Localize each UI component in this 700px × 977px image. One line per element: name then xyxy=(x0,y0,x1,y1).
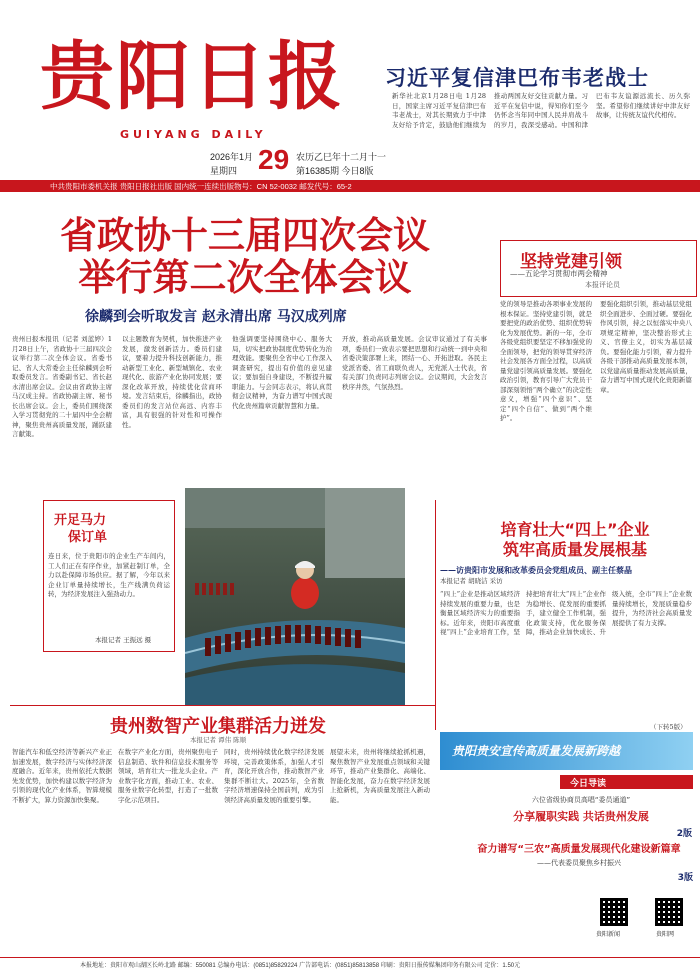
guide-item-1-page: 2版 xyxy=(676,829,692,839)
guide-item-1[interactable] xyxy=(470,795,692,839)
lunar-line1: 农历乙巳年十二月十一 xyxy=(296,152,387,162)
date-line1: 2026年1月 xyxy=(210,152,254,162)
lead-subhead: 徐麟到会听取发言 赵永清出席 马汉成列席 xyxy=(85,309,347,325)
commentary-subtitle: ——五论学习贯彻市两会精神 xyxy=(510,269,608,278)
enterprise-body: “四上”企业是推动区域经济持续发展的重要力量，也是衡量区域经济实力的重要指标。近年来，贵阳市高度重视“四上”企业培育工作，坚持把培育壮大“四上”企业作为稳增长、促发展的重要抓手，建立健全工作机制，强化政策支持，优化服务保障，推动企业加快成长、升级入统，全市“四上”企业数量持续增长，发展质量稳步提升，为经济社会高质量发展提供了有力支撑。 xyxy=(440,590,692,636)
guide-header: 今日导读 xyxy=(570,779,607,789)
guide-item-2-title: 奋力谱写“三农”高质量发展现代化建设新篇章 xyxy=(477,844,681,855)
masthead-pinyin: GUIYANG DAILY xyxy=(120,128,267,141)
lead-col-2: 以主题教育为契机，加快推进产业发展，激发创新活力。委员们建议，要着力提升科技创新能力，推动新型工业化、新型城镇化、农业现代化、旅游产业化协同发展；要深化改革开放，持续优化营商环境。发言结束后，徐麟指出，政协委员们的发言站位高远、内容丰富，具有很强的针对性和可操作性。 xyxy=(122,335,222,429)
date-block xyxy=(210,150,253,178)
footer-rule xyxy=(0,957,700,958)
column-divider xyxy=(435,500,436,730)
enterprise-headline-line1: 培育壮大“四上”企业 xyxy=(500,520,650,539)
factory-photo xyxy=(185,488,405,706)
lead-col-4: 开放，推动高质量发展。会议审议通过了有关事项，委员们一致表示要把思想和行动统一到中央和省委决策部署上来，团结一心、开拓进取。各民主党派省委、省工商联负责人，无党派人士代表，省有关部门负责同志列席会议。会议期间，大会发言秩序井然，气氛热烈。 xyxy=(342,335,487,391)
info-bar-text: 中共贵阳市委机关报 贵阳日报社出版 国内统一连续出版物号：CN 52-0032 邮发代号：65-2 xyxy=(50,182,352,191)
guide-item-1-title: 分享履职实践 共话贵州发展 xyxy=(513,810,649,823)
promo-banner-text: 贵阳贵安宣传高质量发展新跨越 xyxy=(452,744,621,758)
digital-byline: 本报记者 谭伟 陈顺 xyxy=(190,736,247,744)
qr-news-label: 贵阳新闻 xyxy=(596,932,621,938)
lead-headline[interactable] xyxy=(60,215,430,299)
qr-code-web[interactable] xyxy=(655,898,683,926)
enterprise-byline: 本报记者 胡晓洁 采访 xyxy=(440,577,503,585)
lead-headline-line2: 举行第二次全体会议 xyxy=(78,256,412,299)
day-number: 29 xyxy=(258,144,290,175)
digital-col-1: 智能汽车和低空经济等新兴产业正加速发展，数字经济与实体经济深度融合。近年来，贵州依托大数据先发优势，加快构建以数字经济为引领的现代化产业体系，智算规模不断扩大，算力资源加快集聚。 xyxy=(12,748,112,804)
photo-caption-title[interactable] xyxy=(54,512,107,546)
digital-col-2: 在数字产业化方面，贵州聚焦电子信息制造、软件和信息技术服务等领域，培育壮大一批龙头企业。产业数字化方面，推动工业、农业、服务业数字化转型，打造了一批数字化示范项目。 xyxy=(118,748,218,804)
lead-col-1: 贵州日报本报讯（记者 刘蓝婷）1月28日上午，省政协十三届四次会议举行第二次全体会议。省委书记、省人大常委会主任徐麟到会听取委员发言。省委副书记、省长赵永清出席会议。会议由省政协主席马汉成主持。省政协副主席、秘书长出席会议。会上，委员们围绕深入学习贯彻党的二十届四中全会精神，聚焦贵州高质量发展，踊跃建言献策。 xyxy=(12,335,112,438)
digital-headline[interactable]: 贵州数智产业集群活力迸发 xyxy=(110,716,326,737)
photo-caption-body: 连日来，位于贵阳市的企业生产车间内，工人们正在有序作业，加紧赶制订单，全力以赴保障市场供应。据了解，今年以来企业订单量持续增长，生产线满负荷运转，为经济发展注入强劲动力。 xyxy=(48,552,170,598)
guide-item-1-kicker: 六位省级协商员高唱“委员通道” xyxy=(531,796,631,804)
digital-col-4: 展望未来，贵州将继续抢抓机遇，聚焦数智产业发展重点领域和关键环节，推动产业集群化、高端化、智能化发展，奋力在数字经济发展上抢新机，为高质量发展注入新动能。 xyxy=(330,748,430,804)
date-line2: 星期四 xyxy=(210,166,238,176)
lead-col-3: 他强调要坚持围绕中心、服务大局，切实把政协制度优势转化为治理效能。要聚焦全省中心工作深入调查研究，提出有价值的意见建议；要加强自身建设，不断提升履职能力。与会同志表示，将认真贯彻会议精神，为奋力谱写中国式现代化贵州篇章贡献智慧和力量。 xyxy=(232,335,332,410)
masthead-logo: 贵阳日报 xyxy=(40,34,344,120)
commentary-author: 本报评论员 xyxy=(585,281,620,289)
commentary-title[interactable]: 坚持党建引领 xyxy=(520,252,622,272)
factory-photo-image xyxy=(185,488,405,706)
qr-code-news[interactable] xyxy=(600,898,628,926)
photo-caption-title-line2: 保订单 xyxy=(68,530,108,545)
guide-item-2-page: 3版 xyxy=(677,873,693,883)
section-divider xyxy=(10,705,435,706)
commentary-col-2: 要强化组织引领，推动基层党组织全面进步、全面过硬。要强化作风引领，持之以恒落实中央八项规定精神，坚决整治形式主义、官僚主义，切实为基层减负。要强化能力引领，着力提升各级干部推动高质量发展本领，以党建高质量推动发展高质量，奋力谱写中国式现代化贵阳新篇章。 xyxy=(600,300,692,394)
photo-credit: 本报记者 王振远 摄 xyxy=(95,636,152,644)
guide-item-2[interactable] xyxy=(465,840,693,883)
top-article-body: 新华社北京1月28日电 1月28日，国家主席习近平复信津巴布韦老战士，对其长期致力于中津友好给予肯定，鼓励他们继续为推动两国友好交往贡献力量。习近平在复信中说，得知你们至今仍怀念当年同中国人民并肩战斗的岁月，我深受感动。中国和津巴布韦友谊源远流长、历久弥坚。希望你们继续讲好中津友好故事，让传统友谊代代相传。 xyxy=(392,92,690,129)
lunar-block xyxy=(296,150,386,178)
guide-item-2-subtitle: ——代表委员聚焦乡村振兴 xyxy=(537,859,621,867)
digital-col-3: 同时，贵州持续优化数字经济发展环境，完善政策体系，加强人才引育，深化开放合作，推动数智产业集群不断壮大。2025年，全省数字经济增速保持全国前列，成为引领经济高质量发展的重要引擎。 xyxy=(224,748,324,804)
top-headline[interactable]: 习近平复信津巴布韦老战士 xyxy=(385,66,649,90)
enterprise-headline-line2: 筑牢高质量发展根基 xyxy=(502,540,647,559)
enterprise-headline[interactable] xyxy=(470,520,680,560)
footer-info: 本报地址：贵阳市观山湖区长岭北路 邮编：550081 总编办电话：(0851)85829224 广告部电话：(0851)85813858 印刷：贵阳日报传媒集团印务有限公司 定价：1.50元 xyxy=(80,963,521,969)
lead-headline-line1: 省政协十三届四次会议 xyxy=(60,214,430,257)
lunar-line2: 第16385期 今日8版 xyxy=(296,166,374,176)
enterprise-subhead: ——访贵阳市发展和改革委员会党组成员、副主任蔡晶 xyxy=(440,565,632,575)
enterprise-continued-note: （下转5版） xyxy=(650,723,687,731)
photo-caption-title-line1: 开足马力 xyxy=(54,513,107,528)
commentary-col-1: 党的领导是推动各项事业发展的根本保证。坚持党建引领，就是要把党的政治优势、组织优势转化为发展优势。新的一年，全市各级党组织要坚定不移加强党的全面领导，把党的领导贯穿经济社会发展各方面全过程，以高质量党建引领高质量发展。要强化政治引领，教育引导广大党员干部深刻领悟“两个确立”的决定性意义，增强“四个意识”、坚定“四个自信”、做到“两个维护”。 xyxy=(500,300,592,422)
qr-web-label: 贵阳网 xyxy=(656,932,675,938)
